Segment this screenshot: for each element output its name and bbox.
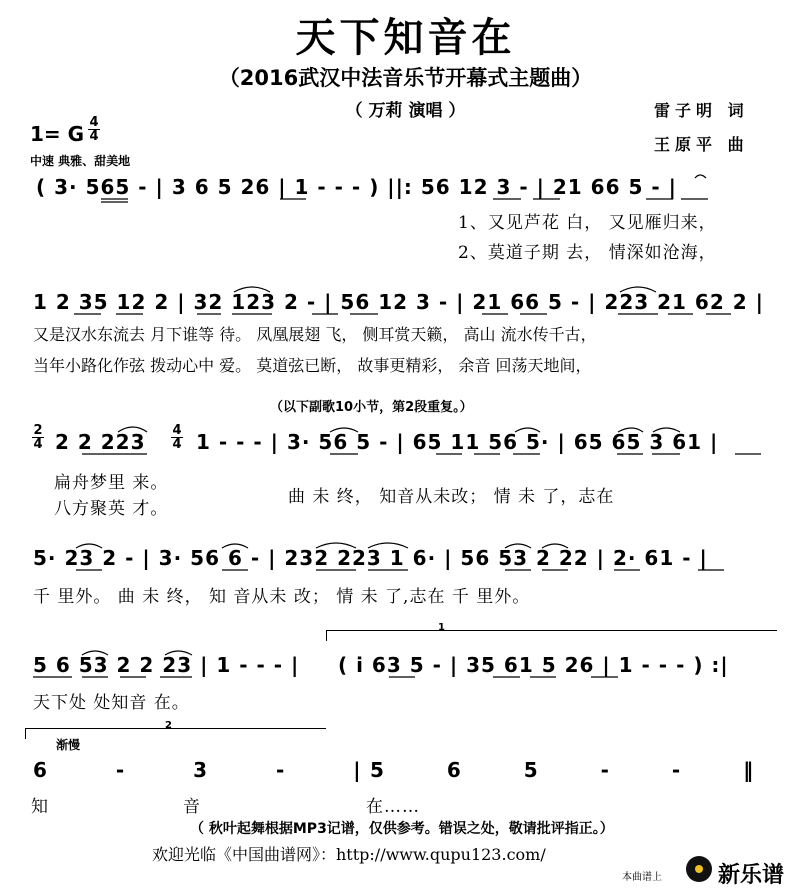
notes-line-4: 5· 23 2 - | 3· 56 6 - | 232 223 1 6· | 56 53 2 22 | 2· 61 - | (33, 546, 708, 570)
lyric-line-2-verse-2: 当年小路化作弦 拨动心中 爱。 莫道弦已断， 故事更精彩， 余音 回荡天地间， (33, 356, 592, 375)
lyric-line-1-verse-2: 2、莫道子期 去， 情深如沧海， (458, 243, 717, 263)
singer-credit: （ 万莉 演唱 ） (345, 101, 466, 121)
lyric-line-3-verse-2: 八方聚英 才。 (54, 499, 169, 519)
lyric-line-6-word-1: 知 (31, 797, 49, 817)
notes-line-5-a: 5 6 53 2 2 23 | 1 - - - | (33, 653, 300, 677)
ritardando-marking: 渐慢 (56, 738, 81, 752)
volta-number-1: 1 (438, 622, 445, 633)
brand-logo-text: 新乐谱 (718, 863, 785, 888)
key-signature: 1= G (30, 122, 85, 146)
lyric-line-1-verse-1: 1、又见芦花 白， 又见雁归来， (458, 213, 717, 233)
tempo-marking: 中速 典雅、甜美地 (30, 154, 131, 168)
notes-line-6-b: 5 6 5 - - ‖ (370, 758, 755, 782)
website-credit: 欢迎光临《中国曲谱网》：http://www.qupu123.com/ (152, 845, 546, 864)
notes-line-3-b: 1 - - - | 3· 56 5 - | 65 11 56 5· | 65 65 3 61 | (196, 430, 719, 454)
notes-line-3-a: 2 2 223 (55, 430, 146, 454)
music-disc-icon (686, 856, 712, 882)
notes-line-5-b: ( i 63 5 - | 35 61 5 26 | 1 - - - ) :| (338, 653, 729, 677)
volta-number-2: 2 (165, 720, 172, 731)
notes-line-1: ( 3· 565 - | 3 6 5 26 | 1 - - - ) ||: 56 12 3 - | 21 66 5 - | (36, 175, 677, 199)
lyric-line-2-verse-1: 又是汉水东流去 月下谁等 待。 凤凰展翅 飞， 侧耳赏天籁， 高山 流水传千古， (33, 325, 597, 344)
lyric-line-6-word-2: 音 (183, 797, 201, 817)
lyric-line-5: 天下处 处知音 在。 (33, 693, 190, 713)
notes-line-6-a: 6 - 3 - | (33, 758, 362, 782)
lyric-line-3-verse-1: 扁舟梦里 来。 (54, 473, 169, 493)
time-sig-denominator: 4 (89, 129, 99, 144)
composer-credit: 王原平 曲 (654, 135, 749, 154)
time-sig-numerator: 4 (89, 115, 99, 130)
uploaded-label: 本曲谱上 (622, 872, 662, 883)
song-subtitle: （2016武汉中法音乐节开幕式主题曲） (218, 66, 593, 90)
lyricist-credit: 雷子明 词 (654, 101, 749, 120)
lyric-line-6-word-3: 在…… (366, 797, 420, 817)
lyric-line-4: 千 里外。 曲 未 终， 知 音从未 改； 情 未 了,志在 千 里外。 (33, 587, 531, 607)
lyric-line-3-refrain: 曲 未 终， 知音从未改； 情 未 了，志在 (288, 487, 615, 507)
notes-line-2: 1 2 35 12 2 | 32 123 2 - | 56 12 3 - | 21 66 5 - | 223 21 62 2 | (33, 290, 764, 314)
song-title: 天下知音在 (295, 15, 516, 61)
time-signature-2-4: 2 4 (33, 423, 43, 452)
refrain-note: （以下副歌10小节，第2段重复。） (270, 400, 473, 415)
time-signature-4-4: 4 4 (172, 423, 182, 452)
disclaimer-text: （ 秋叶起舞根据MP3记谱，仅供参考。错误之处，敬请批评指正。） (190, 821, 614, 837)
